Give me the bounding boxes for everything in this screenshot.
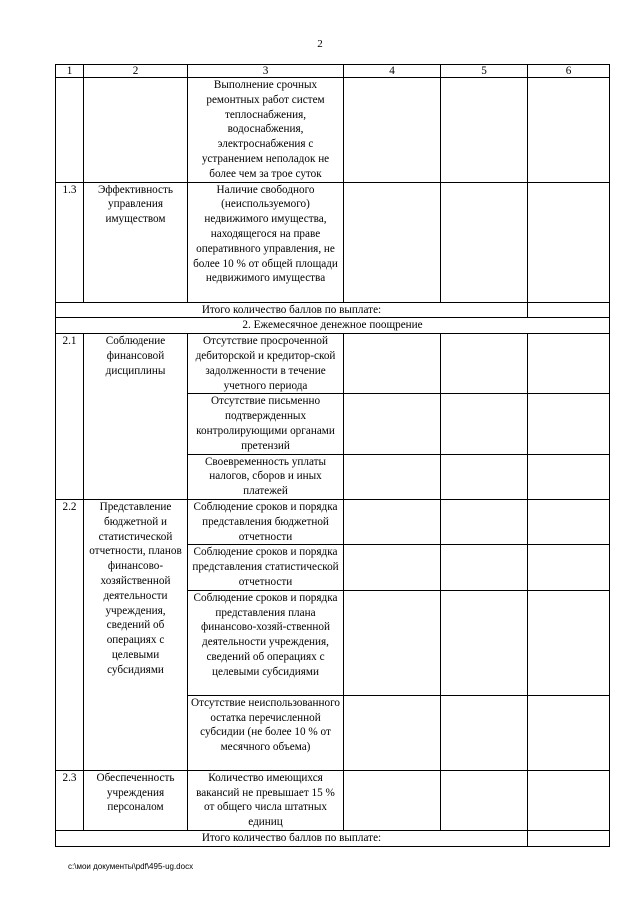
column-header: 1 — [56, 65, 84, 78]
column-header-row — [56, 65, 610, 78]
page-number: 2 — [317, 38, 323, 50]
column-header: 6 — [528, 65, 610, 78]
column-header: 4 — [344, 65, 441, 78]
table-row — [56, 182, 610, 302]
indicator-cell: Соблюдение сроков и порядка представления плана финансово-хозяй-ственной деятельности учреждения, сведений об операциях с целевыми субсидиями — [188, 590, 344, 695]
table-row — [56, 770, 610, 830]
column-header: 2 — [84, 65, 188, 78]
column-header: 3 — [188, 65, 344, 78]
item-number: 2.2 — [56, 499, 84, 770]
section-title: 2. Ежемесячное денежное поощрение — [56, 318, 610, 334]
indicator-cell: Своевременность уплаты налогов, сборов и иных платежей — [188, 454, 344, 499]
total-label: Итого количество баллов по выплате: — [56, 830, 528, 846]
table-row — [56, 334, 610, 394]
total-row — [56, 302, 610, 318]
table-row — [56, 499, 610, 544]
indicator-cell: Количество имеющихся вакансий не превышает 15 % от общего числа штатных единиц — [188, 770, 344, 830]
section-row — [56, 318, 610, 334]
table-row — [56, 78, 610, 183]
criterion-name: Представление бюджетной и статистической отчетности, планов финансово-хозяйственной деятельности учреждения, сведений об операциях с целевыми субсидиями — [84, 499, 188, 770]
indicator-cell: Отсутствие письменно подтвержденных контролирующими органами претензий — [188, 394, 344, 454]
criterion-name: Соблюдение финансовой дисциплины — [84, 334, 188, 500]
item-number: 2.1 — [56, 334, 84, 500]
criterion-name: Эффективность управления имуществом — [84, 182, 188, 302]
column-header: 5 — [441, 65, 528, 78]
total-label: Итого количество баллов по выплате: — [56, 302, 528, 318]
criteria-table — [55, 64, 610, 847]
indicator-cell: Наличие свободного (неиспользуемого) недвижимого имущества, находящегося на праве оперативного управления, не более 10 % от общей площади недвижимого имущества — [188, 182, 344, 302]
indicator-cell: Отсутствие неиспользованного остатка перечисленной субсидии (не более 10 % от месячного объема) — [188, 695, 344, 770]
criterion-name: Обеспеченность учреждения персоналом — [84, 770, 188, 830]
indicator-cell: Выполнение срочных ремонтных работ систем теплоснабжения, водоснабжения, электроснабжения с устранением неполадок не более чем за трое суток — [188, 78, 344, 183]
indicator-cell: Отсутствие просроченной дебиторской и кредитор-ской задолженности в течение учетного периода — [188, 334, 344, 394]
item-number: 2.3 — [56, 770, 84, 830]
indicator-cell: Соблюдение сроков и порядка представления статистической отчетности — [188, 545, 344, 590]
file-path-footer: c:\мои документы\pdf\495-ug.docx — [68, 862, 194, 871]
total-row — [56, 830, 610, 846]
item-number: 1.3 — [56, 182, 84, 302]
indicator-cell: Соблюдение сроков и порядка представления бюджетной отчетности — [188, 499, 344, 544]
